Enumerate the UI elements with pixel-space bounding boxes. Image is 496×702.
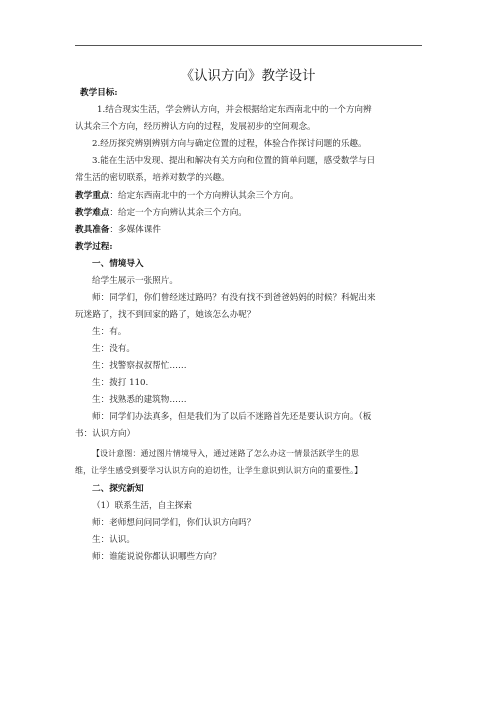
- goal-line: 1.结合现实生活，学会辨认方向，并会根据给定东西南北中的一个方向辨: [97, 105, 372, 115]
- body-line: 玩迷路了，找不到回家的路了，她该怎么办呢？: [75, 310, 256, 320]
- key-point: [75, 191, 298, 202]
- key-point-text: ：给定东西南北中的一个方向辨认其余三个方向。: [109, 191, 299, 201]
- body-line: 师：谁能说说你都认识哪些方向？: [92, 552, 221, 562]
- body-line: （1）联系生活，自主探索: [92, 501, 192, 511]
- body-line: 师：同学们，你们曾经迷过路吗？有没有找不到爸爸妈妈的时候？科妮出来: [92, 293, 376, 303]
- difficulty-text: ：给定一个方向辨认其余三个方向。: [109, 208, 247, 218]
- header-rule: [75, 45, 422, 46]
- goal-line: 2.经历探究辨别辨别方向与确定位置的过程，体验合作探讨问题的乐趣。: [92, 139, 367, 149]
- process-heading: 教学过程:: [75, 242, 113, 252]
- goals-heading: 教学目标:: [80, 88, 118, 98]
- tools-label: 教具准备: [75, 225, 110, 235]
- tools-text: ：多媒体课件: [109, 225, 161, 235]
- goal-line: 认其余三个方向，经历辨认方向的过程，发展初步的空间观念。: [75, 122, 316, 132]
- body-line: 师：同学们办法真多，但是我们为了以后不迷路首先还是要认识方向。（板: [92, 412, 372, 422]
- body-line: 生：没有。: [92, 344, 135, 354]
- tools: [75, 225, 161, 236]
- design-note: 维，让学生感受到要学习认识方向的迫切性，让学生意识到认识方向的重要性。】: [75, 466, 363, 475]
- body-line: 生：找熟悉的建筑物……: [92, 395, 187, 405]
- body-line: 生：认识。: [92, 535, 135, 545]
- difficulty-label: 教学难点: [75, 208, 110, 218]
- goal-line: 3.能在生活中发现、提出和解决有关方向和位置的简单问题，感受数学与日: [92, 156, 376, 166]
- key-point-label: 教学重点: [75, 191, 110, 201]
- design-note: 【设计意图：通过图片情境导入，通过迷路了怎么办这一情景活跃学生的思: [92, 449, 359, 458]
- section-heading: 一、情境导入: [92, 259, 144, 269]
- body-line: 师：老师想问问同学们，你们认识方向吗？: [92, 518, 256, 528]
- section-heading: 二、探究新知: [92, 484, 144, 494]
- goal-line: 常生活的密切联系，培养对数学的兴趣。: [75, 173, 230, 183]
- body-line: 书：认识方向）: [75, 429, 136, 439]
- body-line: 生：找警察叔叔帮忙……: [92, 361, 187, 371]
- body-line: 给学生展示一张照片。: [92, 276, 178, 286]
- page-title: 《认识方向》教学设计: [180, 68, 316, 84]
- body-line: 生：拨打 110.: [92, 378, 149, 388]
- difficulty: [75, 208, 247, 219]
- body-line: 生：有。: [92, 327, 127, 337]
